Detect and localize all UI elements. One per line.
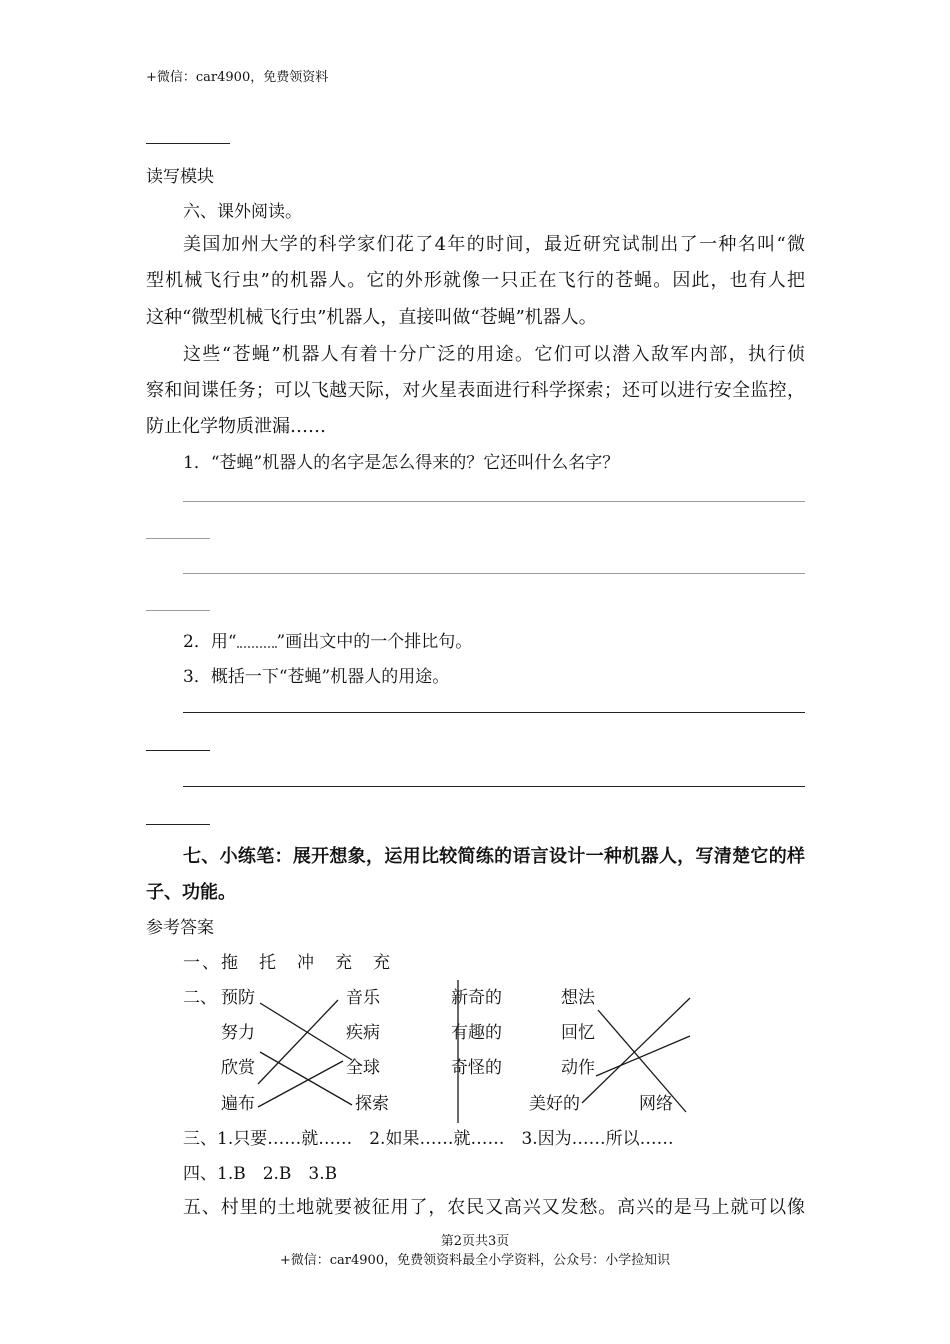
match-line	[596, 1036, 690, 1076]
match-left-word: 努力	[221, 1023, 255, 1043]
match-line	[260, 1003, 352, 1060]
q6-p2-line1: 这些“苍蝇”机器人有着十分广泛的用途。它们可以潜入敌军内部，执行侦	[183, 344, 805, 365]
header-wechat: +微信：car4900，免费领资料	[146, 70, 329, 85]
match-line	[598, 1010, 686, 1112]
page-number: 第2页共3页	[440, 1234, 510, 1249]
q6-item2-before: 2．用“	[183, 632, 237, 652]
match-line	[260, 1052, 352, 1105]
match-right-word: 网络	[639, 1094, 673, 1114]
match-right-word: 全球	[346, 1058, 380, 1078]
q6-p1-line2: 型机械飞行虫”的机器人。它的外形就像一只正在飞行的苍蝇。因此，也有人把	[146, 270, 805, 291]
answer-1: 一、拖 托 冲 充 充	[183, 953, 392, 973]
q6-p2-line2: 察和间谍任务；可以飞越天际，对火星表面进行科学探索；还可以进行安全监控，	[146, 380, 805, 401]
answer-5: 五、村里的土地就要被征用了，农民又高兴又发愁。高兴的是马上就可以像	[183, 1197, 805, 1218]
match-line	[582, 998, 690, 1103]
match-left-word: 遍布	[221, 1094, 255, 1114]
match-right-word: 动作	[561, 1058, 595, 1078]
q6-p1-line3: 这种“微型机械飞行虫”机器人，直接叫做“苍蝇”机器人。	[146, 307, 597, 328]
match-left-word: 欣赏	[221, 1058, 255, 1078]
match-left-word: 预防	[221, 988, 255, 1008]
match-left-word: 美好的	[529, 1094, 580, 1114]
q6-item3: 3．概括一下“苍蝇”机器人的用途。	[183, 667, 450, 687]
match-right-word: 回忆	[561, 1023, 595, 1043]
footer-wechat: +微信：car4900，免费领资料最全小学资料，公众号：小学捡知识	[279, 1253, 671, 1268]
q6-item1: 1．“苍蝇”机器人的名字是怎么得来的？它还叫什么名字？	[183, 453, 620, 473]
match-line	[258, 1000, 338, 1084]
q6-p1-line1: 美国加州大学的科学家们花了4年的时间，最近研究试制出了一种名叫“微	[183, 234, 805, 255]
q7-line1: 七、小练笔：展开想象，运用比较简练的语言设计一种机器人，写清楚它的样	[183, 846, 805, 867]
q6-title: 六、课外阅读。	[183, 202, 302, 222]
answers-title: 参考答案	[146, 918, 214, 938]
match-right-word: 想法	[561, 988, 595, 1008]
q6-p2-line3: 防止化学物质泄漏……	[146, 416, 326, 437]
match-right-word: 音乐	[346, 988, 380, 1008]
match-right-word: 疾病	[346, 1023, 380, 1043]
q6-item2-after: ”画出文中的一个排比句。	[276, 632, 473, 652]
match-left-word: 有趣的	[451, 1023, 502, 1043]
match-left-word: 奇怪的	[451, 1058, 502, 1078]
match-left-word: 新奇的	[451, 988, 502, 1008]
match-right-word: 探索	[355, 1094, 389, 1114]
answer-3: 三、1.只要……就…… 2.如果……就…… 3.因为……所以……	[183, 1129, 674, 1149]
answer-2-label: 二、	[183, 988, 217, 1008]
section-title: 读写模块	[146, 167, 214, 187]
answer-4: 四、1.B 2.B 3.B	[183, 1164, 338, 1184]
q7-line2: 子、功能。	[146, 882, 236, 903]
match-line	[258, 1061, 343, 1107]
